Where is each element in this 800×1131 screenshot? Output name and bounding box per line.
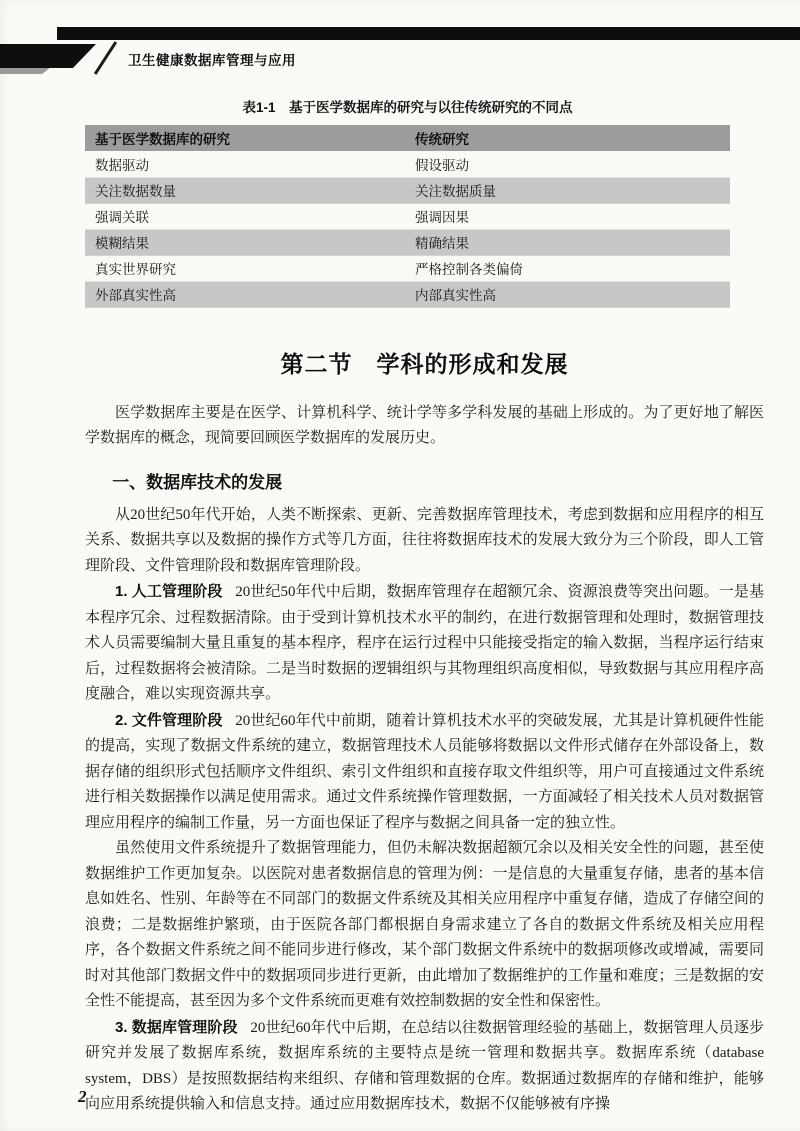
table-header-row [85, 125, 730, 151]
table-row [85, 255, 730, 281]
paragraph-file-system-limitations: 虽然使用文件系统提升了数据管理能力，但仍未解决数据超额冗余以及相关安全性的问题，甚至使数据维护工作更加复杂。以医院对患者数据信息的管理为例：一是信息的大量重复存储，患者的基本信息如姓名、性别、年龄等在不同部门的数据文件系统及其相关应用程序中重复存储，造成了存储空间的浪费；二是数据维护繁琐，由于医院各部门都根据自身需求建立了各自的数据文件系统及相关应用程序，各个数据文件系统之间不能同步进行修改，某个部门数据文件系统中的数据项修改或增减，需要同时对其他部门数据文件中的数据项同步进行更新，由此增加了数据维护的工作量和难度；三是数据的安全性不能提高，甚至因为多个文件系统而更难有效控制数据的安全性和保密性。 [85, 840, 764, 1009]
paragraph-stage-file-management [85, 708, 764, 837]
paragraph-stage-database-management [85, 1015, 764, 1118]
table-cell: 强调关联 [85, 203, 405, 229]
table-caption: 表1-1 基于医学数据库的研究与以往传统研究的不同点 [242, 100, 573, 115]
stage-1-label: 1. 人工管理阶段 [115, 583, 223, 600]
stage-3-label: 3. 数据库管理阶段 [115, 1018, 238, 1036]
page-content [85, 96, 764, 1118]
table-cell: 假设驱动 [405, 151, 730, 177]
table-cell: 内部真实性高 [405, 281, 730, 307]
table-row [85, 151, 730, 177]
stage-2-text: 20世纪60年代中前期，随着计算机技术水平的突破发展，尤其是计算机硬件性能的提高，实现了数据文件系统的建立，数据管理技术人员能够将数据以文件形式储存在外部设备上，数据存储的组织形式包括顺序文件组织、索引文件组织和直接存取文件组织等，用户可直接通过文件系统进行相关数据操作以满足使用需求。通过文件系统操作管理数据，一方面减轻了相关技术人员对数据管理应用程序的编制工作量，另一方面也保证了程序与数据之间具备一定的独立性。 [85, 712, 764, 831]
header-slash-decoration [94, 41, 117, 75]
header-bar-decoration [57, 27, 800, 40]
table-cell: 强调因果 [405, 203, 730, 229]
subsection-title: 一、数据库技术的发展 [112, 472, 283, 492]
table-cell: 精确结果 [405, 229, 730, 255]
table-row [85, 281, 730, 307]
table-row [85, 203, 730, 229]
stage-2-label: 2. 文件管理阶段 [115, 711, 223, 729]
page-number: 2 [78, 1087, 87, 1106]
table-cell: 关注数据数量 [85, 177, 405, 203]
table-cell: 模糊结果 [85, 229, 405, 255]
section-intro-paragraph: 医学数据库主要是在医学、计算机科学、统计学等多学科发展的基础上形成的。为了更好地了解医学数据库的概念，现简要回顾医学数据库的发展历史。 [85, 404, 764, 446]
header-swoosh-decoration [0, 44, 96, 68]
table-cell: 严格控制各类偏倚 [405, 255, 730, 281]
paragraph-overview: 从20世纪50年代开始，人类不断探索、更新、完善数据库管理技术，考虑到数据和应用程序的相互关系、数据共享以及数据的操作方式等几方面，往往将数据库技术的发展大致分为三个阶段，即人工管理阶段、文件管理阶段和数据库管理阶段。 [85, 506, 764, 574]
column-header-database-research: 基于医学数据库的研究 [85, 125, 405, 151]
column-header-traditional-research: 传统研究 [405, 125, 730, 151]
table-row [85, 177, 730, 203]
stage-3-text: 20世纪60年代中后期，在总结以往数据管理经验的基础上，数据管理人员逐步研究并发展了数据库系统，数据库系统的主要特点是统一管理和数据共享。数据库系统（database system，DBS）是按照数据结构来组织、存储和管理数据的仓库。数据通过数据库的存储和维护，能够向应用系统提供输入和信息支持。通过应用数据库技术，数据不仅能够被有序操 [85, 1019, 764, 1112]
running-head: 卫生健康数据库管理与应用 [128, 53, 296, 68]
section-title: 第二节 学科的形成和发展 [280, 350, 569, 377]
stage-1-text: 20世纪50年代中后期，数据库管理存在超额冗余、资源浪费等突出问题。一是基本程序冗余、过程数据清除。由于受到计算机技术水平的制约，在进行数据管理和处理时，数据管理技术人员需要编制大量且重复的基本程序，程序在运行过程中只能接受指定的输入数据，当程序运行结束后，过程数据将会被清除。二是当时数据的逻辑组织与其物理组织高度相似，导致数据与其应用程序高度融合，难以实现资源共享。 [85, 584, 764, 702]
paragraph-stage-manual-management [85, 579, 764, 708]
table-cell: 真实世界研究 [85, 255, 405, 281]
table-cell: 外部真实性高 [85, 281, 405, 307]
table-row [85, 229, 730, 255]
table-cell: 关注数据质量 [405, 177, 730, 203]
comparison-table [85, 125, 730, 308]
table-cell: 数据驱动 [85, 151, 405, 177]
